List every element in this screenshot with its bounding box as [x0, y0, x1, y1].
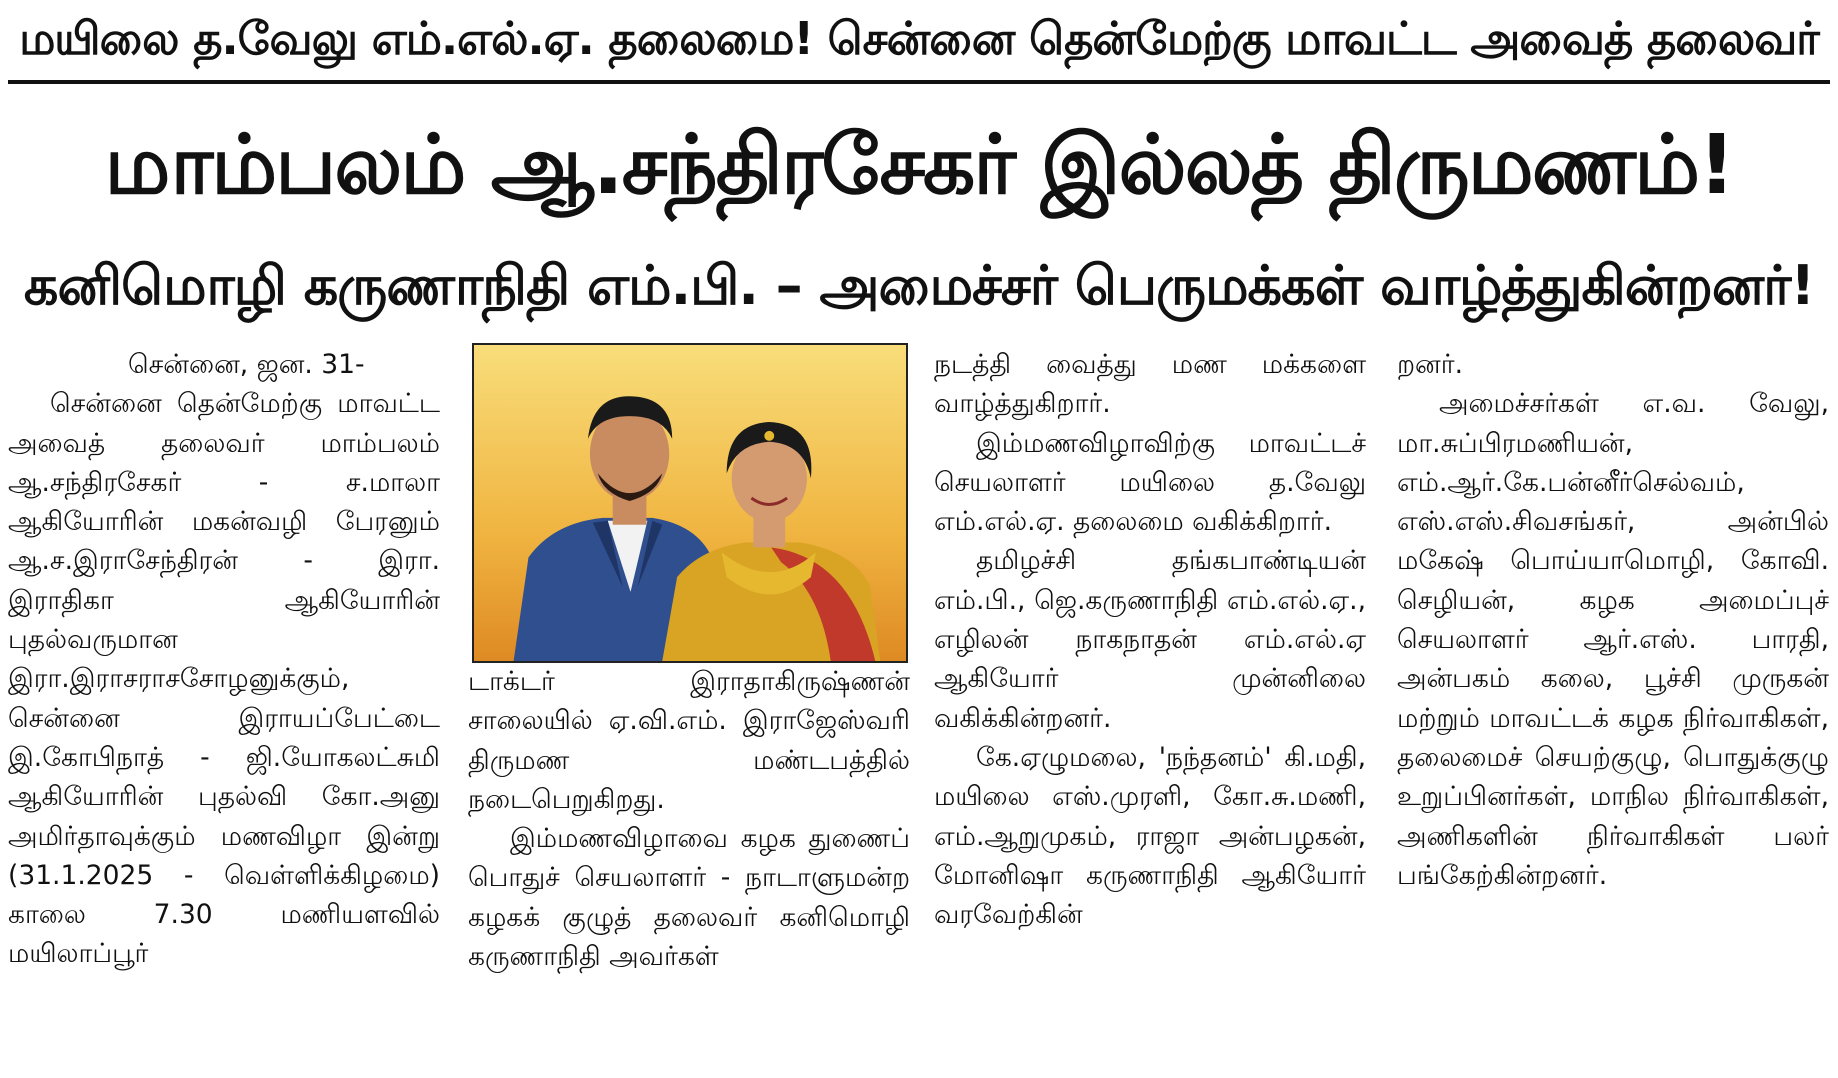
paragraph: அமைச்சர்கள் எ.வ. வேலு, மா.சுப்பிரமணியன், எம்.ஆர்.கே.பன்னீர்செல்வம், எஸ்.எஸ்.சிவசங்கர், அன்பில் மகேஷ் பொய்யாமொழி, கோவி. செழியன், கழக அமைப்புச் செயலாளர் ஆர்.எஸ். பாரதி, அன்பகம் கலை, பூச்சி முருகன் மற்றும் மாவட்டக் கழக நிர்வாகிகள், தலைமைச் செயற்குழு, பொதுக்குழு உறுப்பினர்கள், மாநில நிர்வாகிகள், அணிகளின் நிர்வாகிகள் பலர் பங்கேற்கின்றனர். — [1397, 388, 1829, 891]
paragraph: றனர். — [1397, 349, 1464, 380]
couple-photo — [472, 343, 908, 663]
couple-wedding-photo-icon — [474, 345, 906, 661]
article-column-1 — [8, 345, 440, 1070]
paragraph: கே.ஏழுமலை, 'நந்தனம்' கி.மதி, மயிலை எஸ்.முரளி, கோ.சு.மணி, எம்.ஆறுமுகம், ராஜா அன்பழகன், மோனிஷா கருணாநிதி ஆகியோர் வரவேற்கின் — [934, 741, 1366, 931]
article-column-2 — [468, 662, 910, 1072]
kicker-line: மயிலை த.வேலு எம்.எல்.ஏ. தலைமை! சென்னை தென்மேற்கு மாவட்ட அவைத் தலைவர் — [19, 12, 1819, 65]
subheadline: கனிமொழி கருணாநிதி எம்.பி. – அமைச்சர் பெருமக்கள் வாழ்த்துகின்றனர்! — [23, 254, 1815, 317]
article-column-3 — [934, 345, 1366, 1070]
paragraph: சென்னை தென்மேற்கு மாவட்ட அவைத் தலைவர் மாம்பலம் ஆ.சந்திரசேகர் - ச.மாலா ஆகியோரின் மகன்வழி பேரனும் ஆ.ச.இராசேந்திரன் - இரா. இராதிகா ஆகியோரின் புதல்வருமான இரா.இராசராசசோழனுக்கும், சென்னை இராயப்பேட்டை இ.கோபிநாத் - ஜி.யோகலட்சுமி ஆகியோரின் புதல்வி கோ.அனு அமிர்தாவுக்கும் மணவிழா இன்று (31.1.2025 - வெள்ளிக்கிழமை) காலை 7.30 மணியளவில் மயிலாப்பூர் — [8, 388, 440, 970]
paragraph: இம்மணவிழாவை கழக துணைப் பொதுச் செயலாளர் - நாடாளுமன்ற கழகக் குழுத் தலைவர் கனிமொழி கருணாநிதி அவர்கள் — [468, 823, 910, 973]
paragraph: தமிழச்சி தங்கபாண்டியன் எம்.பி., ஜெ.கருணாநிதி எம்.எல்.ஏ., எழிலன் நாகநாதன் எம்.எல்.ஏ ஆகியோர் முன்னிலை வகிக்கின்றனர். — [934, 545, 1366, 734]
article-column-4 — [1397, 345, 1829, 1070]
paragraph: இம்மணவிழாவிற்கு மாவட்டச் செயலாளர் மயிலை த.வேலு எம்.எல்.ஏ. தலைமை வகிக்கிறார். — [934, 427, 1366, 538]
headline: மாம்பலம் ஆ.சந்திரசேகர் இல்லத் திருமணம்! — [104, 118, 1734, 213]
paragraph: நடத்தி வைத்து மண மக்களை வாழ்த்துகிறார். — [934, 349, 1366, 420]
kicker-divider — [8, 80, 1830, 84]
dateline: சென்னை, ஜன. 31- — [128, 349, 365, 380]
paragraph: டாக்டர் இராதாகிருஷ்ணன் சாலையில் ஏ.வி.எம். இராஜேஸ்வரி திருமண மண்டபத்தில் நடைபெறுகிறது. — [468, 666, 910, 815]
